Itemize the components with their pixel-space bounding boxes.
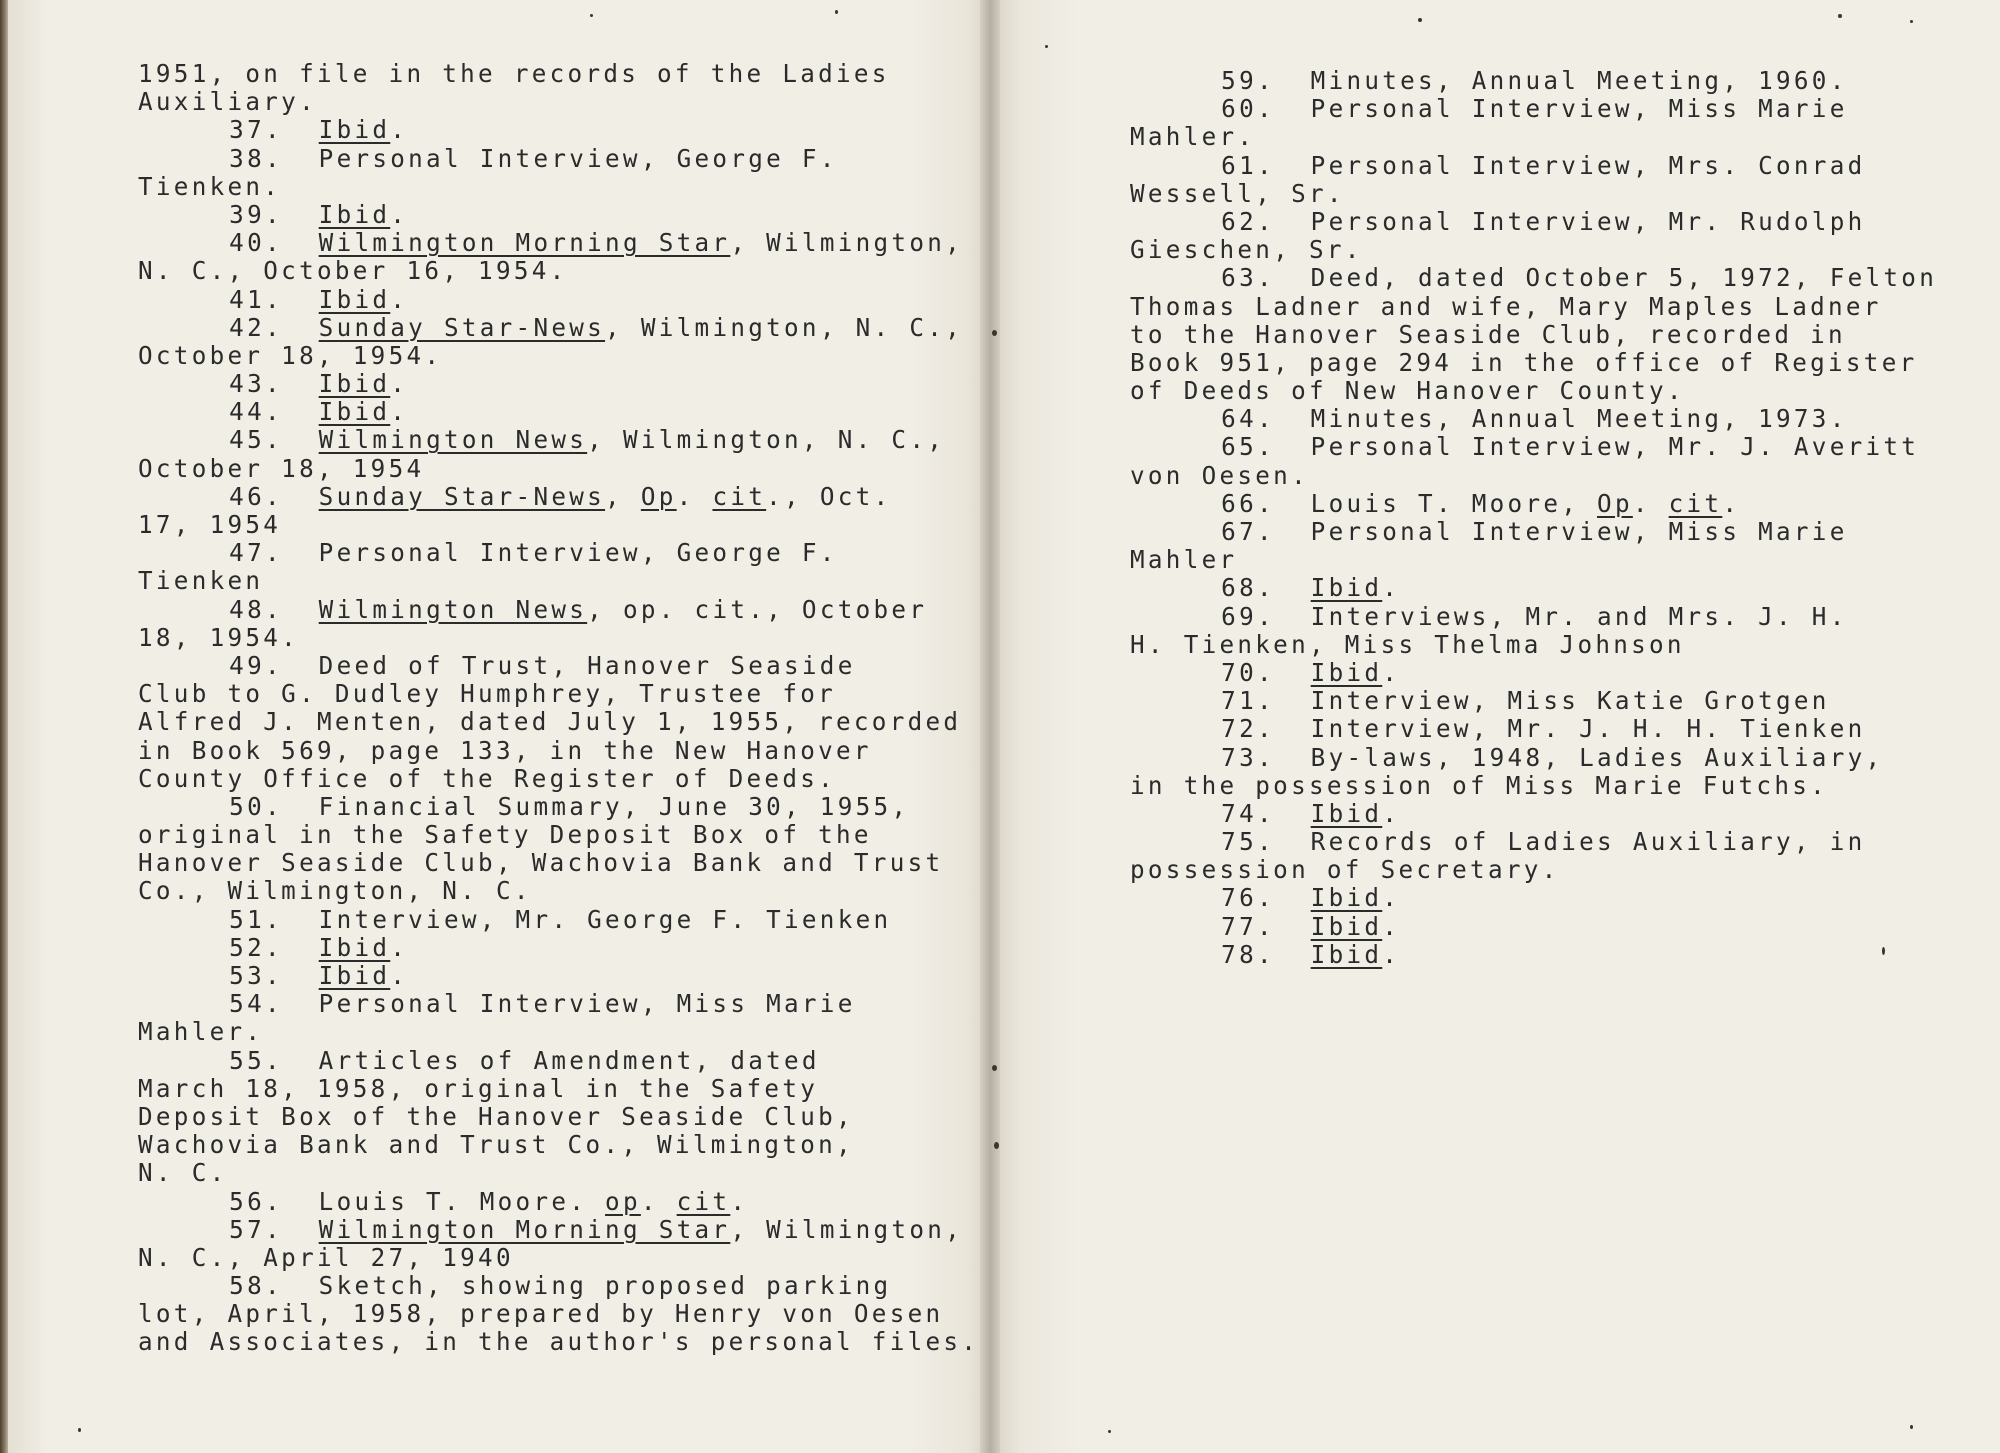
text-run: 62. Personal Interview, Mr. Rudolph bbox=[1221, 206, 1866, 236]
text-line bbox=[138, 426, 979, 454]
paper-speck bbox=[78, 1428, 81, 1432]
book-gutter bbox=[980, 0, 1000, 1453]
text-line bbox=[1130, 546, 1937, 574]
text-run: . bbox=[676, 481, 713, 511]
text-run: , Wilmington, bbox=[730, 1214, 964, 1244]
paper-speck bbox=[1418, 18, 1422, 22]
text-line bbox=[138, 342, 979, 370]
paper-speck bbox=[994, 1142, 999, 1149]
text-run: . bbox=[1382, 798, 1401, 828]
text-line bbox=[1130, 518, 1937, 546]
text-line bbox=[138, 877, 979, 905]
paper-speck bbox=[992, 1065, 997, 1071]
text-run: Gieschen, Sr. bbox=[1130, 235, 1363, 265]
text-run: 37. bbox=[229, 115, 319, 145]
left-page bbox=[8, 0, 990, 1453]
text-line bbox=[138, 60, 979, 88]
text-line bbox=[138, 483, 979, 511]
text-line bbox=[138, 1075, 979, 1103]
text-run: Book 951, page 294 in the office of Register bbox=[1130, 347, 1918, 377]
text-run: 78. bbox=[1221, 939, 1311, 969]
text-run: October 18, 1954. bbox=[138, 340, 443, 370]
text-run: 47. Personal Interview, George F. bbox=[229, 538, 838, 568]
text-run: 53. bbox=[229, 961, 319, 990]
paper-speck bbox=[835, 10, 838, 14]
text-run: 76. bbox=[1221, 883, 1311, 913]
text-line bbox=[1130, 180, 1937, 208]
text-line bbox=[138, 88, 979, 116]
paper-speck bbox=[1108, 1430, 1111, 1433]
underlined-text: Wilmington Morning Star bbox=[318, 1214, 731, 1244]
text-line bbox=[1130, 377, 1937, 405]
text-run: N. C. bbox=[138, 1158, 228, 1188]
text-run: Club to G. Dudley Humphrey, Trustee for bbox=[138, 679, 837, 709]
text-line bbox=[138, 511, 979, 539]
text-run: Auxiliary. bbox=[138, 87, 317, 117]
text-run: 57. bbox=[229, 1214, 319, 1244]
text-run: 39. bbox=[229, 199, 319, 229]
text-line bbox=[1130, 95, 1937, 123]
text-run: possession of Secretary. bbox=[1130, 855, 1560, 885]
paper-speck bbox=[1838, 14, 1842, 18]
underlined-text: Ibid bbox=[318, 961, 391, 990]
text-run: 40. bbox=[229, 228, 319, 258]
text-run: 49. Deed of Trust, Hanover Seaside bbox=[229, 650, 856, 680]
text-run: 41. bbox=[229, 284, 319, 314]
text-run: 44. bbox=[229, 397, 319, 427]
text-run: 1951, on file in the records of the Ladies bbox=[138, 59, 890, 88]
text-run: . bbox=[390, 397, 409, 427]
text-line bbox=[1130, 152, 1937, 180]
underlined-text: Op bbox=[1597, 488, 1633, 518]
text-run: 56. Louis T. Moore. bbox=[229, 1186, 606, 1216]
text-run: Wachovia Bank and Trust Co., Wilmington, bbox=[138, 1130, 854, 1160]
text-run: . bbox=[1632, 488, 1669, 518]
text-line bbox=[1130, 800, 1937, 828]
text-run: 71. Interview, Miss Katie Grotgen bbox=[1221, 686, 1830, 716]
text-run: N. C., April 27, 1940 bbox=[138, 1242, 514, 1272]
text-line bbox=[138, 765, 979, 793]
text-line bbox=[1130, 293, 1937, 321]
text-run: . bbox=[390, 115, 409, 145]
text-line bbox=[1130, 744, 1937, 772]
underlined-text: cit bbox=[712, 481, 767, 511]
text-line bbox=[1130, 349, 1937, 377]
text-line bbox=[138, 257, 979, 285]
text-line bbox=[138, 821, 979, 849]
text-run: 65. Personal Interview, Mr. J. Averitt bbox=[1221, 432, 1920, 462]
text-line bbox=[1130, 264, 1937, 292]
underlined-text: Wilmington Morning Star bbox=[318, 228, 731, 258]
text-run: 75. Records of Ladies Auxiliary, in bbox=[1221, 827, 1866, 857]
underlined-text: Ibid bbox=[318, 199, 391, 229]
right-page-notes bbox=[1130, 67, 1937, 969]
text-line bbox=[138, 539, 979, 567]
text-run: Hanover Seaside Club, Wachovia Bank and Trust bbox=[138, 848, 944, 878]
text-run: , Wilmington, N. C., bbox=[605, 312, 964, 342]
underlined-text: Wilmington News bbox=[318, 594, 588, 624]
text-line bbox=[138, 906, 979, 934]
text-line bbox=[138, 286, 979, 314]
text-line bbox=[1130, 631, 1937, 659]
text-run: Deposit Box of the Hanover Seaside Club, bbox=[138, 1101, 854, 1131]
text-run: 55. Articles of Amendment, dated bbox=[229, 1045, 820, 1075]
text-run: 18, 1954. bbox=[138, 622, 300, 652]
text-run: 66. Louis T. Moore, bbox=[1221, 488, 1598, 518]
text-run: March 18, 1958, original in the Safety bbox=[138, 1073, 819, 1103]
text-run: original in the Safety Deposit Box of the bbox=[138, 820, 872, 850]
text-run: , bbox=[605, 481, 641, 511]
text-run: 48. bbox=[229, 594, 319, 624]
paper-speck bbox=[1910, 20, 1913, 23]
text-run: . bbox=[1382, 657, 1401, 687]
text-line bbox=[138, 314, 979, 342]
text-run: 74. bbox=[1221, 798, 1311, 828]
text-run: to the Hanover Seaside Club, recorded in bbox=[1130, 319, 1846, 349]
text-run: 70. bbox=[1221, 657, 1311, 687]
text-run: von Oesen. bbox=[1130, 460, 1309, 490]
underlined-text: Ibid bbox=[318, 932, 391, 962]
text-run: H. Tienken, Miss Thelma Johnson bbox=[1130, 629, 1685, 659]
text-line bbox=[138, 201, 979, 229]
underlined-text: Sunday Star-News bbox=[318, 481, 606, 511]
text-run: of Deeds of New Hanover County. bbox=[1130, 376, 1685, 406]
text-line bbox=[138, 1103, 979, 1131]
text-line bbox=[138, 1328, 979, 1356]
underlined-text: Ibid bbox=[1310, 657, 1383, 687]
text-run: 77. bbox=[1221, 911, 1311, 941]
text-line bbox=[1130, 659, 1937, 687]
text-run: Mahler bbox=[1130, 545, 1238, 575]
text-run: 43. bbox=[229, 369, 319, 399]
text-run: Mahler. bbox=[138, 1017, 264, 1047]
text-run: in the possession of Miss Marie Futchs. bbox=[1130, 770, 1829, 800]
text-run: 50. Financial Summary, June 30, 1955, bbox=[229, 791, 910, 821]
text-line bbox=[138, 990, 979, 1018]
text-run: 73. By-laws, 1948, Ladies Auxiliary, bbox=[1221, 742, 1884, 772]
text-line bbox=[138, 1188, 979, 1216]
text-run: 46. bbox=[229, 481, 319, 511]
paper-speck bbox=[992, 330, 997, 336]
text-run: in Book 569, page 133, in the New Hanover bbox=[138, 735, 872, 765]
text-line bbox=[1130, 490, 1937, 518]
text-line bbox=[138, 1131, 979, 1159]
underlined-text: Ibid bbox=[1310, 883, 1383, 913]
text-run: lot, April, 1958, prepared by Henry von Oesen bbox=[138, 1299, 944, 1329]
underlined-text: Op bbox=[640, 481, 677, 511]
paper-speck bbox=[1910, 1425, 1913, 1429]
text-line bbox=[138, 793, 979, 821]
text-run: 59. Minutes, Annual Meeting, 1960. bbox=[1221, 66, 1848, 95]
text-line bbox=[1130, 828, 1937, 856]
text-run: 72. Interview, Mr. J. H. H. Tienken bbox=[1221, 714, 1866, 744]
text-run: Alfred J. Menten, dated July 1, 1955, recorded bbox=[138, 707, 962, 737]
text-line bbox=[138, 1159, 979, 1187]
text-run: 67. Personal Interview, Miss Marie bbox=[1221, 517, 1848, 546]
underlined-text: cit bbox=[1668, 488, 1723, 518]
text-run: 45. bbox=[229, 425, 319, 455]
text-line bbox=[138, 567, 979, 595]
underlined-text: Ibid bbox=[318, 284, 391, 314]
text-run: and Associates, in the author's personal files. bbox=[138, 1327, 980, 1357]
text-run: Thomas Ladner and wife, Mary Maples Ladner bbox=[1130, 291, 1882, 321]
text-run: , Wilmington, bbox=[730, 228, 964, 258]
text-line bbox=[138, 116, 979, 144]
underlined-text: Sunday Star-News bbox=[318, 312, 606, 342]
text-line bbox=[138, 370, 979, 398]
text-run: County Office of the Register of Deeds. bbox=[138, 763, 837, 793]
underlined-text: Ibid bbox=[1310, 798, 1383, 828]
text-line bbox=[1130, 772, 1937, 800]
text-run: . bbox=[390, 961, 409, 990]
paper-speck bbox=[1045, 45, 1048, 48]
text-line bbox=[1130, 236, 1937, 264]
text-run: . bbox=[390, 369, 409, 399]
text-run: . bbox=[1382, 911, 1401, 941]
text-line bbox=[138, 737, 979, 765]
text-run: . bbox=[1382, 939, 1401, 969]
text-run: Tienken. bbox=[138, 171, 282, 201]
text-line bbox=[138, 1216, 979, 1244]
text-run: 52. bbox=[229, 932, 319, 962]
text-line bbox=[1130, 462, 1937, 490]
text-run: 64. Minutes, Annual Meeting, 1973. bbox=[1221, 404, 1848, 434]
underlined-text: Ibid bbox=[318, 115, 391, 145]
text-run: 38. Personal Interview, George F. bbox=[229, 143, 838, 173]
paper-speck bbox=[1882, 947, 1885, 955]
text-line bbox=[1130, 715, 1937, 743]
text-line bbox=[1130, 574, 1937, 602]
text-line bbox=[138, 624, 979, 652]
text-run: . bbox=[640, 1186, 677, 1216]
text-line bbox=[138, 1047, 979, 1075]
text-run: . bbox=[390, 199, 409, 229]
text-line bbox=[138, 1272, 979, 1300]
text-run: Mahler. bbox=[1130, 122, 1256, 152]
text-run: 69. Interviews, Mr. and Mrs. J. H. bbox=[1221, 601, 1848, 631]
text-run: 54. Personal Interview, Miss Marie bbox=[229, 989, 856, 1019]
text-line bbox=[1130, 208, 1937, 236]
text-line bbox=[1130, 884, 1937, 912]
underlined-text: Ibid bbox=[1310, 939, 1383, 969]
text-run: Tienken bbox=[138, 566, 264, 596]
paper-speck bbox=[590, 14, 593, 17]
text-line bbox=[138, 1244, 979, 1272]
underlined-text: Wilmington News bbox=[318, 425, 588, 455]
text-line bbox=[138, 962, 979, 990]
underlined-text: op bbox=[605, 1186, 641, 1216]
text-line bbox=[138, 708, 979, 736]
text-line bbox=[1130, 687, 1937, 715]
text-line bbox=[1130, 67, 1937, 95]
left-page-notes bbox=[138, 60, 979, 1357]
text-line bbox=[138, 596, 979, 624]
underlined-text: Ibid bbox=[1310, 911, 1383, 941]
text-run: 51. Interview, Mr. George F. Tienken bbox=[229, 904, 892, 934]
text-run: 63. Deed, dated October 5, 1972, Felton bbox=[1221, 263, 1938, 293]
text-run: . bbox=[1382, 573, 1401, 603]
text-run: 17, 1954 bbox=[138, 510, 282, 539]
text-run: Wessell, Sr. bbox=[1130, 178, 1345, 208]
underlined-text: Ibid bbox=[1310, 573, 1383, 603]
text-line bbox=[1130, 941, 1937, 969]
text-run: N. C., October 16, 1954. bbox=[138, 256, 568, 286]
text-line bbox=[138, 680, 979, 708]
text-line bbox=[1130, 405, 1937, 433]
text-line bbox=[1130, 603, 1937, 631]
text-run: . bbox=[1722, 488, 1741, 518]
text-run: ., Oct. bbox=[766, 481, 892, 511]
right-page bbox=[990, 0, 2000, 1453]
text-run: 68. bbox=[1221, 573, 1311, 603]
text-run: 60. Personal Interview, Miss Marie bbox=[1221, 94, 1848, 124]
text-line bbox=[138, 934, 979, 962]
text-line bbox=[138, 229, 979, 257]
text-line bbox=[138, 652, 979, 680]
text-line bbox=[138, 849, 979, 877]
text-run: , Wilmington, N. C., bbox=[587, 425, 946, 455]
text-line bbox=[138, 1300, 979, 1328]
text-line bbox=[138, 398, 979, 426]
text-line bbox=[138, 145, 979, 173]
text-run: , op. cit., October bbox=[587, 594, 928, 624]
text-line bbox=[1130, 433, 1937, 461]
text-run: . bbox=[390, 932, 409, 962]
text-line bbox=[1130, 321, 1937, 349]
text-line bbox=[138, 1018, 979, 1046]
text-run: . bbox=[390, 284, 409, 314]
text-line bbox=[138, 173, 979, 201]
text-run: 42. bbox=[229, 312, 319, 342]
text-line bbox=[1130, 123, 1937, 151]
text-run: Co., Wilmington, N. C. bbox=[138, 876, 532, 906]
text-run: October 18, 1954 bbox=[138, 453, 425, 483]
underlined-text: Ibid bbox=[318, 397, 391, 427]
text-line bbox=[1130, 856, 1937, 884]
text-line bbox=[1130, 913, 1937, 941]
text-line bbox=[138, 455, 979, 483]
text-run: 58. Sketch, showing proposed parking bbox=[229, 1271, 892, 1301]
text-run: . bbox=[1382, 883, 1401, 913]
underlined-text: cit bbox=[676, 1186, 731, 1216]
text-run: . bbox=[730, 1186, 749, 1216]
text-run: 61. Personal Interview, Mrs. Conrad bbox=[1221, 150, 1866, 180]
underlined-text: Ibid bbox=[318, 369, 391, 399]
